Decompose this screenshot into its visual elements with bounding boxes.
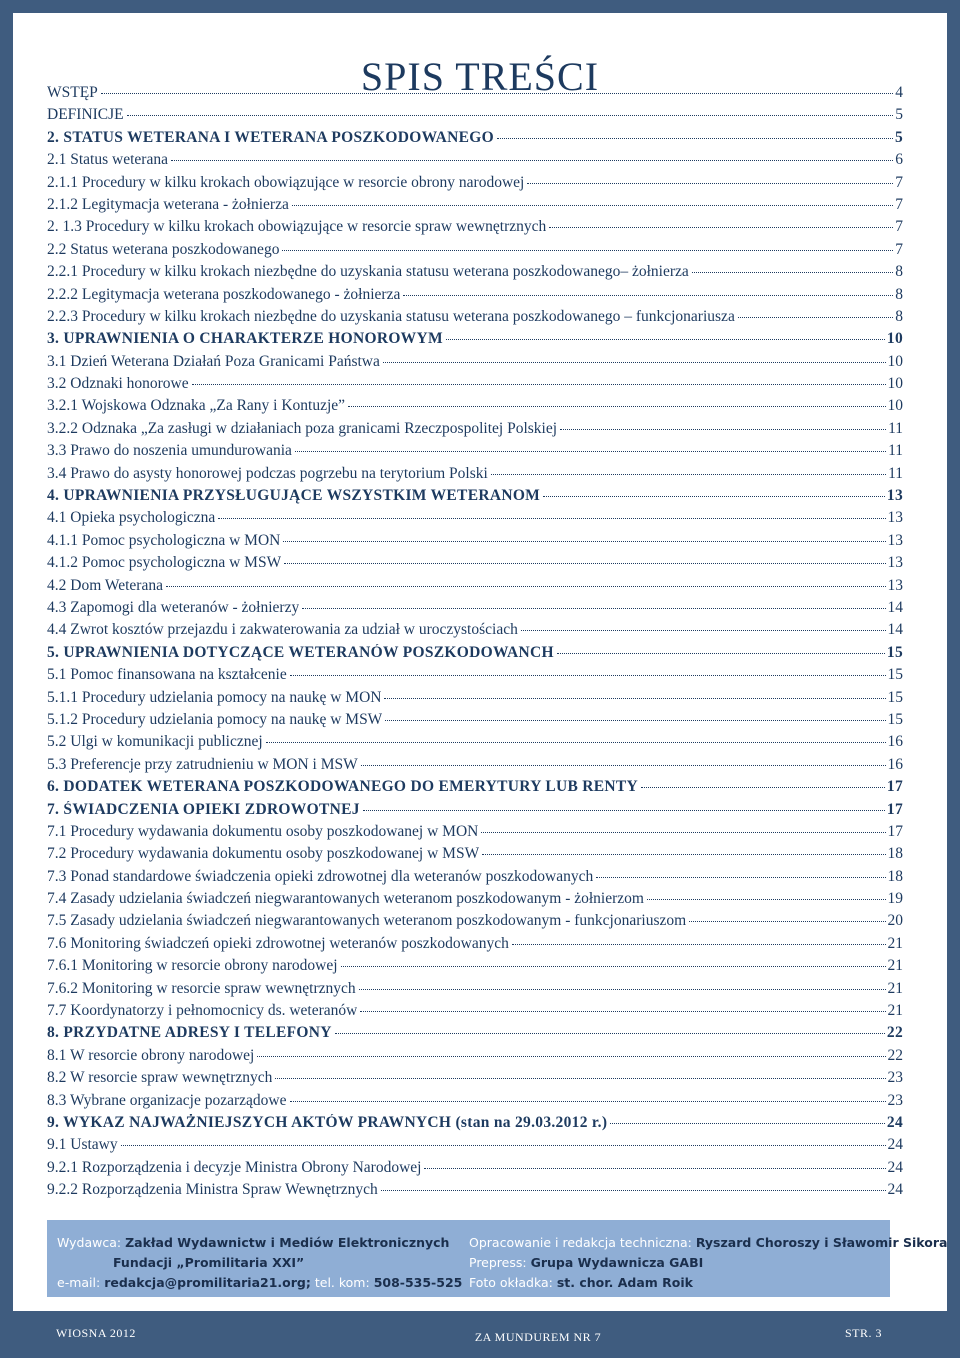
toc-entry-page: 17 [886,800,903,818]
page-footer [0,1321,960,1351]
publisher-line-2 [57,1253,462,1273]
toc-entry-page: 13 [887,554,903,572]
toc-entry[interactable] [47,241,903,263]
toc-entry-page: 21 [887,934,903,952]
toc-entry[interactable] [47,711,903,733]
toc-entry-title: 8.1 W resorcie obrony narodowej [47,1046,255,1064]
toc-dot-leader [641,787,885,788]
toc-entry-title: 4. UPRAWNIENIA PRZYSŁUGUJĄCE WSZYSTKIM WETERANOM [47,487,541,505]
toc-entry-title: 7.3 Ponad standardowe świadczenia opieki zdrowotnej dla weteranów poszkodowanych [47,867,594,885]
toc-entry[interactable] [47,509,903,531]
toc-dot-leader [543,496,885,497]
toc-entry-page: 15 [887,710,903,728]
toc-entry[interactable] [47,733,903,755]
toc-entry-page: 24 [887,1136,903,1154]
toc-entry-title: 2.2.1 Procedury w kilku krokach niezbędne do uzyskania statusu weterana poszkodowanego– żołnierza [47,263,689,281]
toc-entry-title: 2.2.3 Procedury w kilku krokach niezbędne do uzyskania statusu weterana poszkodowanego – funkcjonariusza [47,307,735,325]
toc-entry[interactable] [47,465,903,487]
toc-entry-title: 2.1.1 Procedury w kilku krokach obowiązujące w resorcie obrony narodowej [47,173,525,191]
publisher-label: Wydawca: [57,1235,122,1250]
toc-entry-page: 18 [887,867,903,885]
toc-entry-title: 3.1 Dzień Weterana Działań Poza Granicami Państwa [47,352,380,370]
toc-entry-title: 3.3 Prawo do noszenia umundurowania [47,442,292,460]
toc-entry[interactable] [47,890,903,912]
toc-entry[interactable] [47,1159,903,1181]
toc-dot-leader [266,742,886,743]
toc-dot-leader [610,1123,885,1124]
toc-dot-leader [383,362,886,363]
toc-dot-leader [283,541,885,542]
toc-entry-title: 5.3 Preferencje przy zatrudnieniu w MON i MSW [47,755,358,773]
toc-dot-leader [295,451,886,452]
toc-entry-page: 13 [887,509,903,527]
toc-dot-leader [381,1190,886,1191]
toc-entry[interactable] [47,868,903,890]
toc-entry-page: 13 [886,487,903,505]
toc-dot-leader [689,921,885,922]
toc-entry[interactable] [47,599,903,621]
toc-dot-leader [359,989,886,990]
toc-entry[interactable] [47,935,903,957]
toc-dot-leader [341,966,886,967]
toc-entry-title: 3.4 Prawo do asysty honorowej podczas pogrzebu na terytorium Polski [47,464,488,482]
prepress-line [469,1253,947,1273]
toc-dot-leader [384,698,885,699]
publisher-info-left [57,1233,462,1293]
toc-entry-page: 18 [887,845,903,863]
toc-entry[interactable] [47,442,903,464]
editors-label: Opracowanie i redakcja techniczna: [469,1235,692,1250]
toc-dot-leader [335,1033,885,1034]
toc-dot-leader [192,384,886,385]
toc-entry-title: 8. PRZYDATNE ADRESY I TELEFONY [47,1024,332,1042]
contact-line [57,1273,462,1293]
toc-entry[interactable] [47,845,903,867]
toc-entry[interactable] [47,353,903,375]
page-title: SPIS TREŚCI [360,54,600,99]
toc-entry[interactable] [47,957,903,979]
toc-dot-leader [527,183,893,184]
toc-entry-title: 7.1 Procedury wydawania dokumentu osoby poszkodowanej w MON [47,822,479,840]
toc-dot-leader [292,205,893,206]
toc-entry-title: 7. ŚWIADCZENIA OPIEKI ZDROWOTNEJ [47,800,360,818]
toc-entry-page: 10 [887,375,903,393]
toc-dot-leader [290,1101,886,1102]
toc-entry-page: 14 [887,621,903,639]
toc-entry[interactable] [47,532,903,554]
toc-entry-title: 7.2 Procedury wydawania dokumentu osoby poszkodowanej w MSW [47,845,480,863]
toc-entry-page: 8 [895,285,903,303]
toc-entry[interactable] [47,1069,903,1091]
toc-entry-title: 5.1 Pomoc finansowana na kształcenie [47,666,287,684]
toc-entry[interactable] [47,397,903,419]
toc-dot-leader [497,138,893,139]
toc-entry-page: 6 [895,151,903,169]
toc-entry[interactable] [47,1114,903,1136]
toc-entry-title: 5.2 Ulgi w komunikacji publicznej [47,733,263,751]
toc-entry-page: 8 [895,307,903,325]
toc-entry-title: 3. UPRAWNIENIA O CHARAKTERZE HONOROWYM [47,330,443,348]
toc-entry-page: 24 [886,1113,903,1131]
toc-dot-leader [403,295,893,296]
toc-entry[interactable] [47,577,903,599]
toc-entry-title: 5.1.2 Procedury udzielania pomocy na naukę w MSW [47,710,383,728]
toc-entry-title: 4.4 Zwrot kosztów przejazdu i zakwaterowania za udział w uroczystościach [47,621,518,639]
toc-entry[interactable] [47,621,903,643]
toc-entry[interactable] [47,174,903,196]
toc-dot-leader [446,339,885,340]
toc-dot-leader [121,1145,886,1146]
toc-dot-leader [171,160,893,161]
toc-entry-title: 8.2 W resorcie spraw wewnętrznych [47,1069,273,1087]
toc-entry[interactable] [47,689,903,711]
toc-entry[interactable] [47,912,903,934]
toc-entry-title: 9. WYKAZ NAJWAŻNIEJSZYCH AKTÓW PRAWNYCH (stan na 29.03.2012 r.) [47,1113,608,1131]
toc-entry-page: 7 [895,240,903,258]
toc-dot-leader [284,563,885,564]
footer-season: WIOSNA 2012 [56,1326,136,1340]
toc-dot-leader [348,406,885,407]
phone-value: 508-535-525 [373,1275,463,1290]
toc-entry-title: 7.7 Koordynatorzy i pełnomocnicy ds. weteranów [47,1002,358,1020]
toc-entry-title: 2.1 Status weterana [47,151,168,169]
toc-entry-page: 24 [887,1158,903,1176]
phone-label: tel. kom: [314,1275,370,1290]
toc-entry-page: 10 [886,330,903,348]
toc-entry-page: 20 [887,912,903,930]
toc-dot-leader [512,944,886,945]
toc-dot-leader [127,115,894,116]
toc-entry-page: 8 [895,263,903,281]
prepress-label: Prepress: [469,1255,527,1270]
email-link[interactable]: redakcja@promilitaria21.org; [104,1275,311,1290]
toc-entry-title: DEFINICJE [47,106,124,124]
toc-dot-leader [491,474,886,475]
toc-entry-title: 4.2 Dom Weterana [47,576,163,594]
toc-entry[interactable] [47,218,903,240]
toc-entry-title: 8.3 Wybrane organizacje pozarządowe [47,1091,287,1109]
toc-entry-page: 7 [895,173,903,191]
toc-entry-page: 21 [887,979,903,997]
toc-dot-leader [692,272,893,273]
toc-dot-leader [424,1168,885,1169]
toc-entry-page: 22 [886,1024,903,1042]
toc-entry[interactable] [47,1092,903,1114]
publisher-info-box [47,1220,948,1297]
toc-entry-title: 7.6.1 Monitoring w resorcie obrony narodowej [47,957,338,975]
toc-dot-leader [596,877,885,878]
footer-magazine: ZA MUNDUREM NR 7 [474,1330,602,1344]
toc-entry-title: 6. DODATEK WETERANA POSZKODOWANEGO DO EMERYTURY LUB RENTY [47,778,639,796]
toc-entry-title: 5.1.1 Procedury udzielania pomocy na naukę w MON [47,688,382,706]
toc-entry[interactable] [47,1002,903,1024]
toc-entry-page: 15 [887,688,903,706]
toc-entry-title: 3.2.2 Odznaka „Za zasługi w działaniach poza granicami Rzeczpospolitej Polskiej [47,419,558,437]
toc-entry[interactable] [47,1181,903,1203]
toc-dot-leader [647,899,886,900]
toc-entry-page: 10 [887,397,903,415]
toc-entry-page: 7 [895,218,903,236]
publisher-value: Zakład Wydawnictw i Mediów Elektronicznych [125,1235,450,1250]
toc-dot-leader [282,250,893,251]
editors-value: Ryszard Choroszy i Sławomir Sikora [695,1235,948,1250]
toc-entry[interactable] [47,756,903,778]
prepress-value: Grupa Wydawnicza GABI [530,1255,704,1270]
toc-entry[interactable] [47,196,903,218]
toc-dot-leader [275,1078,885,1079]
toc-entry-title: 9.2.2 Rozporządzenia Ministra Spraw Wewnętrznych [47,1181,378,1199]
toc-entry-page: 23 [887,1091,903,1109]
toc-dot-leader [385,720,885,721]
toc-dot-leader [302,608,885,609]
toc-dot-leader [549,227,893,228]
toc-entry-title: 3.2 Odznaki honorowe [47,375,189,393]
publisher-value-2: Fundacji „Promilitaria XXI” [113,1255,305,1270]
toc-entry-page: 21 [887,957,903,975]
toc-entry[interactable] [47,823,903,845]
toc-entry-title: 4.1 Opieka psychologiczna [47,509,216,527]
toc-entry-page: 4 [895,84,903,101]
toc-entry-page: 11 [888,419,903,437]
toc-entry-title: 2.1.2 Legitymacja weterana - żołnierza [47,195,289,213]
toc-entry-title: 7.6 Monitoring świadczeń opieki zdrowotnej weteranów poszkodowanych [47,934,509,952]
toc-entry-page: 5 [894,128,903,146]
toc-entry-page: 7 [895,195,903,213]
toc-entry-title: 4.3 Zapomogi dla weteranów - żołnierzy [47,598,300,616]
toc-dot-leader [363,810,885,811]
toc-dot-leader [481,832,885,833]
toc-entry-title: 4.1.2 Pomoc psychologiczna w MSW [47,554,282,572]
toc-entry[interactable] [47,644,903,666]
toc-entry[interactable] [47,980,903,1002]
toc-entry[interactable] [47,308,903,330]
toc-dot-leader [101,93,893,94]
toc-entry[interactable] [47,106,903,128]
toc-entry[interactable] [47,286,903,308]
toc-entry-page: 16 [887,733,903,751]
toc-entry-page: 15 [886,643,903,661]
toc-entry-page: 11 [888,464,903,482]
toc-entry-title: 5. UPRAWNIENIA DOTYCZĄCE WETERANÓW POSZKODOWANCH [47,643,554,661]
cover-photo-line [469,1273,947,1293]
toc-entry[interactable] [47,420,903,442]
toc-entry-page: 17 [887,822,903,840]
toc-entry[interactable] [47,778,903,800]
toc-dot-leader [257,1056,885,1057]
toc-dot-leader [482,854,885,855]
toc-entry-page: 15 [887,666,903,684]
toc-entry-page: 21 [887,1002,903,1020]
publisher-line [57,1233,462,1253]
toc-entry[interactable] [47,84,903,106]
toc-entry-title: WSTĘP [47,84,98,101]
footer-page-number: STR. 3 [844,1326,882,1340]
toc-entry-page: 23 [887,1069,903,1087]
table-of-contents [47,84,903,1204]
toc-dot-leader [361,765,886,766]
toc-entry[interactable] [47,1136,903,1158]
toc-entry-title: 9.2.1 Rozporządzenia i decyzje Ministra Obrony Narodowej [47,1158,422,1176]
cover-photo-value: st. chor. Adam Roik [556,1275,693,1290]
toc-entry-title: 4.1.1 Pomoc psychologiczna w MON [47,531,281,549]
toc-entry-title: 2.2.2 Legitymacja weterana poszkodowanego - żołnierza [47,285,401,303]
email-label: e-mail: [57,1275,101,1290]
toc-entry-page: 22 [887,1046,903,1064]
toc-entry-page: 13 [887,576,903,594]
toc-entry[interactable] [47,129,903,151]
toc-entry-title: 3.2.1 Wojskowa Odznaka „Za Rany i Kontuzje” [47,397,346,415]
toc-entry[interactable] [47,666,903,688]
toc-entry-page: 5 [895,106,903,124]
toc-entry-title: 7.5 Zasady udzielania świadczeń niegwarantowanych weteranom poszkodowanym - funkcjonariuszom [47,912,687,930]
toc-dot-leader [360,1011,885,1012]
toc-entry[interactable] [47,801,903,823]
toc-entry-title: 2.2 Status weterana poszkodowanego [47,240,280,258]
toc-entry[interactable] [47,263,903,285]
toc-entry-title: 7.4 Zasady udzielania świadczeń niegwarantowanych weteranom poszkodowanym - żołnierzom [47,890,644,908]
toc-entry-page: 14 [887,598,903,616]
toc-entry-page: 19 [887,890,903,908]
toc-dot-leader [290,675,886,676]
toc-dot-leader [218,518,885,519]
toc-entry[interactable] [47,1047,903,1069]
toc-entry[interactable] [47,151,903,173]
toc-entry[interactable] [47,487,903,509]
toc-entry-page: 17 [886,778,903,796]
cover-photo-label: Foto okładka: [469,1275,553,1290]
toc-dot-leader [738,317,893,318]
toc-dot-leader [166,586,886,587]
toc-entry[interactable] [47,375,903,397]
toc-entry-title: 2. 1.3 Procedury w kilku krokach obowiązujące w resorcie spraw wewnętrznych [47,218,547,236]
toc-entry-page: 11 [888,442,903,460]
toc-entry-title: 2. STATUS WETERANA I WETERANA POSZKODOWANEGO [47,128,495,146]
toc-entry[interactable] [47,1024,903,1046]
toc-entry-title: 9.1 Ustawy [47,1136,118,1154]
toc-entry-page: 13 [887,531,903,549]
toc-entry-page: 10 [887,352,903,370]
toc-dot-leader [560,429,886,430]
toc-entry[interactable] [47,330,903,352]
toc-entry-page: 24 [887,1181,903,1199]
toc-entry[interactable] [47,554,903,576]
toc-dot-leader [557,653,885,654]
toc-entry-page: 16 [887,755,903,773]
page [13,13,947,1311]
publisher-info-right [469,1233,947,1293]
editors-line [469,1233,947,1253]
toc-entry-title: 7.6.2 Monitoring w resorcie spraw wewnętrznych [47,979,356,997]
toc-dot-leader [521,630,886,631]
